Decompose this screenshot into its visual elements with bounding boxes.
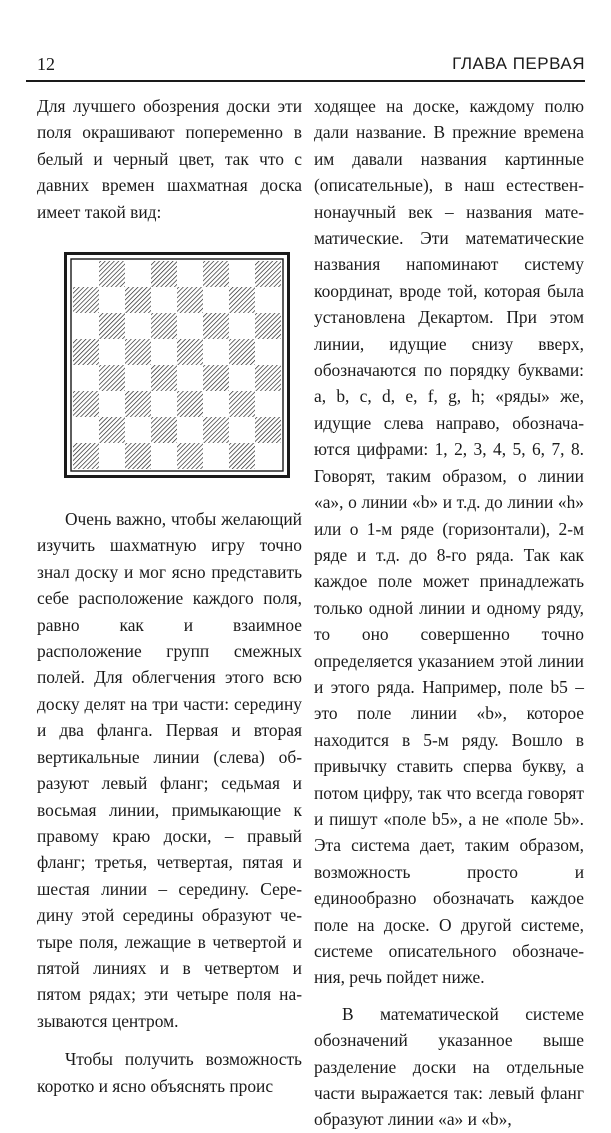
dark-square — [255, 261, 281, 287]
light-square — [203, 287, 229, 313]
light-square — [177, 365, 203, 391]
dark-square — [73, 443, 99, 469]
dark-square — [177, 287, 203, 313]
light-square — [99, 391, 125, 417]
light-square — [229, 417, 255, 443]
dark-square — [151, 261, 177, 287]
dark-square — [99, 261, 125, 287]
dark-square — [151, 365, 177, 391]
light-square — [177, 261, 203, 287]
light-square — [177, 417, 203, 443]
light-square — [73, 313, 99, 339]
dark-square — [229, 443, 255, 469]
light-square — [203, 443, 229, 469]
light-square — [99, 287, 125, 313]
light-square — [203, 391, 229, 417]
light-square — [125, 365, 151, 391]
dark-square — [151, 313, 177, 339]
light-square — [229, 365, 255, 391]
dark-square — [73, 391, 99, 417]
light-square — [99, 339, 125, 365]
light-square — [255, 391, 281, 417]
chapter-title: ГЛАВА ПЕРВАЯ — [452, 54, 585, 73]
dark-square — [99, 313, 125, 339]
dark-square — [203, 261, 229, 287]
dark-square — [255, 417, 281, 443]
light-square — [229, 313, 255, 339]
light-square — [125, 261, 151, 287]
light-square — [151, 391, 177, 417]
paragraph-math-notation: В математической системе обозначений указанное выше разделение доски на отдельные части выражается так: левый фланг образуют линии «a» и «b», — [314, 1003, 584, 1130]
light-square — [255, 339, 281, 365]
dark-square — [177, 443, 203, 469]
light-square — [125, 417, 151, 443]
dark-square — [229, 391, 255, 417]
light-square — [151, 443, 177, 469]
dark-square — [255, 365, 281, 391]
header-rule — [26, 80, 585, 82]
dark-square — [203, 313, 229, 339]
dark-square — [125, 443, 151, 469]
light-square — [73, 261, 99, 287]
light-square — [99, 443, 125, 469]
light-square — [203, 339, 229, 365]
intro-paragraph: Для лучшего обозрения доски эти поля окрашивают попеременно в белый и черный цвет, так что с давних времен шахматная доска имеет такой вид: — [37, 96, 302, 222]
dark-square — [125, 391, 151, 417]
dark-square — [73, 287, 99, 313]
dark-square — [229, 287, 255, 313]
dark-square — [99, 417, 125, 443]
light-square — [255, 287, 281, 313]
light-square — [73, 417, 99, 443]
light-square — [255, 443, 281, 469]
dark-square — [151, 417, 177, 443]
chessboard-diagram — [64, 252, 290, 478]
dark-square — [177, 339, 203, 365]
paragraph-square-names: ходящее на доске, каждому полю дали название. В прежние времена им давали названия картинные (описательные), в наш естественнонаучный век – названия математические. Эти математические названия напоминают систему координат, вроде той, которая была установлена Декартом. При этом линии, идущие снизу вверх, обозначаются по порядку буквами: a, b, c, d, e, f, g, h; «ряды» же, идущие слева направо, обозначаются цифрами: 1, 2, 3, 4, 5, 6, 7, 8. Говорят, таким образом, о линии «a», о линии «b» и т.д. до линии «h» или о 1-м ряде (горизонтали), 2-м ряде и т.д. до 8-го ряда. Так как каждое поле может принадлежать только одной линии и одному ряду, то оно совершенно точно определяется указанием этой линии и этого ряда. Например, поле b5 – это поле линии «b», которое находится в 5-м ряду. Вошло в привычку ставить сперва букву, а потом цифру, так что всегда говорят и пишут «поле b5», а не «поле 5b». Эта система дает, таким образом, возможность просто и единообразно обозначать каждое поле на доске. О другой системе, системе описательного обозначения, речь пойдет ниже. — [314, 96, 584, 988]
dark-square — [255, 313, 281, 339]
dark-square — [125, 339, 151, 365]
light-square — [151, 339, 177, 365]
dark-square — [99, 365, 125, 391]
paragraph-board-knowledge: Очень важно, чтобы желающий изучить шахматную игру точно знал доску и мог ясно представить себе расположение каждого поля, равно как и взаимное расположение групп смежных полей. Для облегчения этого всю доску делят на три части: середину и два фланга. Первая и вторая вертикальные линии (слева) образуют левый фланг; седьмая и восьмая линии, примыкающие к правому краю доски, – правый фланг; третья, четвертая, пятая и шестая линии – середину. Середину этой середины образуют четыре поля, лежащие в четвертой и пятой линиях и в четвертом и пятом рядах; эти четыре поля называются центром. — [37, 509, 302, 1031]
light-square — [151, 287, 177, 313]
dark-square — [229, 339, 255, 365]
light-square — [125, 313, 151, 339]
light-square — [229, 261, 255, 287]
light-square — [177, 313, 203, 339]
right-column — [314, 93, 584, 1133]
paragraph-order: Чтобы получить возможность коротко и ясно объяснять проис — [37, 1049, 302, 1096]
dark-square — [177, 391, 203, 417]
dark-square — [203, 417, 229, 443]
page-number: 12 — [37, 54, 55, 74]
left-column — [37, 93, 302, 1099]
light-square — [73, 365, 99, 391]
dark-square — [203, 365, 229, 391]
chessboard-figure — [64, 252, 290, 478]
dark-square — [125, 287, 151, 313]
dark-square — [73, 339, 99, 365]
